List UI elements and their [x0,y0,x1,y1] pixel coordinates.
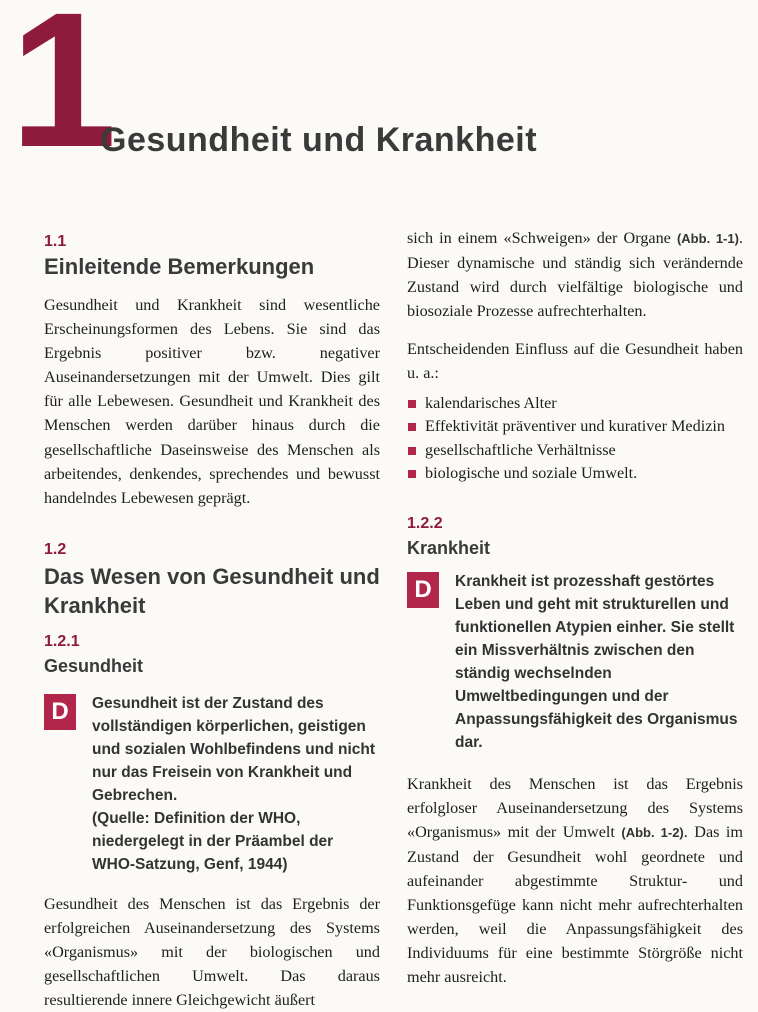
section-number-1-2-1: 1.2.1 [44,632,80,650]
intro-paragraph: Gesundheit und Krankheit sind wesentliche Erscheinungsformen des Lebens. Sie sind das Ergebnis positiver bzw. negativer Auseinandersetzungen mit der Umwelt. Dies gilt für alle Lebewesen. Gesundheit und Krankheit des Menschen werden darüber hinaus durch die gesellschaftliche Daseinsweise des Menschen als arbeitendes, denkendes, sprechendes und bewusst handelndes Lebewesen geprägt. [44,296,380,507]
section-number-1-2-2: 1.2.2 [407,514,443,532]
definition-source: (Quelle: Definition der WHO, niedergelegt in der Präambel der WHO-Satzung, Genf, 1944) [92,809,334,873]
continued-text: sich in einem «Schweigen» der Organe [407,229,671,247]
section-title-1-2-2: Krankheit [407,537,491,558]
left-column [44,226,380,1012]
bullet-square-icon [408,447,416,455]
figure-reference-1-1[interactable]: (Abb. 1-1) [676,231,739,246]
definition-text-gesundheit: Gesundheit ist der Zustand des vollständigen körperlichen, geistigen und sozialen Wohlbefindens und nicht nur das Freisein von Krankheit und Gebrechen. [92,694,376,804]
influence-intro: Entscheidenden Einfluss auf die Gesundheit haben u. a.: [407,340,743,383]
bullet-square-icon [408,470,416,478]
section-title-1-2: Das Wesen von Gesundheit und Krankheit [44,563,380,618]
continued-paragraph [407,226,743,323]
definition-badge: D [44,694,76,730]
list-item: Effektivität präventiver und kurativer Medizin [407,415,743,439]
chapter-number: 1 [10,0,111,187]
list-item: biologische und soziale Umwelt. [407,462,743,486]
section-title-1-1: Einleitende Bemerkungen [44,254,315,279]
illness-paragraph: Krankheit des Menschen ist das Ergebnis erfolgloser Auseinandersetzung des Systems «Organismus» mit der Umwelt (Abb. 1-2). Das im Zustand der Gesundheit wohl geordnete und aufeinander abgestimmte Struktur- und Funktionsgefüge kann nicht mehr aufrechterhalten werden, weil die Anpassungsfähigkeit des Individuums für eine bestimmte Störgröße nicht mehr ausreicht. [407,774,743,987]
bullet-square-icon [408,423,416,431]
health-paragraph: Gesundheit des Menschen ist das Ergebnis der erfolgreichen Auseinandersetzung des Systems «Organismus» mit der biologischen und gesellschaftlichen Umwelt. Das daraus resultierende innere Gleichgewicht äußert [44,894,380,1010]
definition-box-gesundheit [44,692,380,876]
list-item: kalendarisches Alter [407,392,743,416]
chapter-title: Gesundheit und Krankheit [100,121,538,159]
section-number-1-2: 1.2 [44,540,67,558]
figure-reference-1-2[interactable]: (Abb. 1-2) [621,824,684,840]
definition-badge: D [407,572,439,608]
continued-text-2: . Dieser dynamische und ständig sich verändernde Zustand wird durch vielfältige biologische und biosoziale Prozesse aufrechterhalten. [407,229,743,321]
section-title-1-2-1: Gesundheit [44,655,144,676]
influence-list [407,392,743,486]
list-item: gesellschaftliche Verhältnisse [407,439,743,463]
section-number-1-1: 1.1 [44,233,67,250]
right-column [407,226,743,989]
definition-box-krankheit [407,570,743,754]
definition-text-krankheit: Krankheit ist prozesshaft gestörtes Leben und geht mit strukturellen und funktionellen Atypien einher. Sie stellt ein Missverhältnis zwischen den ständig wechselnden Umweltbedingungen und der Anpassungsfähigkeit des Organismus dar. [455,572,738,751]
bullet-square-icon [408,400,416,408]
